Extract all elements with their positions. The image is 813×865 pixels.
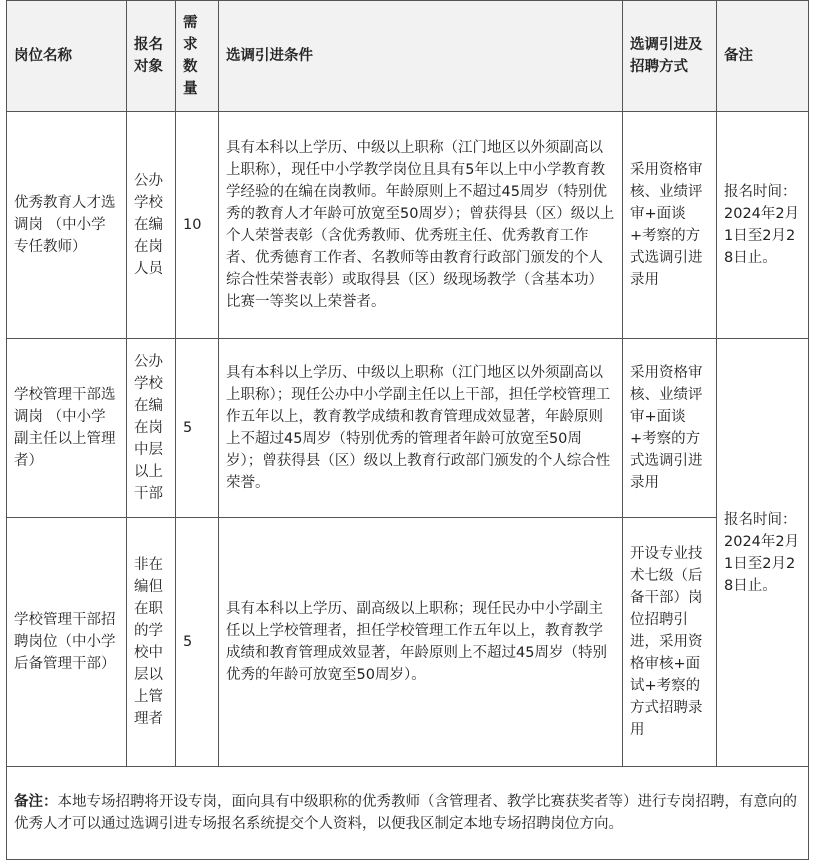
cell-target: 非在编但在职的学校中层以上管理者	[127, 518, 176, 767]
cell-quantity: 5	[176, 339, 219, 518]
header-method: 选调引进及招聘方式	[623, 1, 717, 112]
cell-conditions: 具有本科以上学历、中级以上职称（江门地区以外须副高以上职称）；现任公办中小学副主任以上干部，担任学校管理工作五年以上，教育教学成绩和教育管理成效显著，年龄原则上不超过45周岁（特别优秀的管理者年龄可放宽至50周岁）；曾获得县（区）级以上教育行政部门颁发的个人综合性荣誉。	[219, 339, 623, 518]
recruitment-table-container	[6, 0, 808, 860]
cell-remarks-merged: 报名时间：2024年2月1日至2月28日止。	[717, 339, 809, 767]
cell-target: 公办学校在编在岗中层以上干部	[127, 339, 176, 518]
cell-quantity: 5	[176, 518, 219, 767]
note-cell	[7, 767, 809, 860]
cell-target: 公办学校在编在岗人员	[127, 112, 176, 339]
cell-position: 学校管理干部招聘岗位（中小学后备管理干部）	[7, 518, 127, 767]
cell-position: 学校管理干部选调岗 （中小学副主任以上管理者）	[7, 339, 127, 518]
cell-conditions: 具有本科以上学历、中级以上职称（江门地区以外须副高以上职称），现任中小学教学岗位且具有5年以上中小学教育教学经验的在编在岗教师。年龄原则上不超过45周岁（特别优秀的教育人才年龄可放宽至50周岁）；曾获得县（区）级以上个人荣誉表彰（含优秀教师、优秀班主任、优秀教育工作者、优秀德育工作者、名教师等由教育行政部门颁发的个人综合性荣誉表彰）或取得县（区）级现场教学（含基本功）比赛一等奖以上荣誉者。	[219, 112, 623, 339]
cell-quantity: 10	[176, 112, 219, 339]
header-conditions: 选调引进条件	[219, 1, 623, 112]
header-remarks: 备注	[717, 1, 809, 112]
table-row	[7, 518, 809, 767]
recruitment-table	[6, 0, 809, 860]
table-row	[7, 112, 809, 339]
note-text: 本地专场招聘将开设专岗，面向具有中级职称的优秀教师（含管理者、教学比赛获奖者等）进行专岗招聘，有意向的优秀人才可以通过选调引进专场报名系统提交个人资料，以便我区制定本地专场招聘岗位方向。	[14, 794, 797, 832]
header-target: 报名对象	[127, 1, 176, 112]
note-label: 备注：	[14, 794, 58, 810]
table-row	[7, 339, 809, 518]
cell-remarks: 报名时间：2024年2月1日至2月28日止。	[717, 112, 809, 339]
header-row	[7, 1, 809, 112]
header-quantity: 需求数量	[176, 1, 219, 112]
cell-conditions: 具有本科以上学历、副高级以上职称；现任民办中小学副主任以上学校管理者，担任学校管理工作五年以上，教育教学成绩和教育管理成效显著，年龄原则上不超过45周岁（特别优秀的年龄可放宽至50周岁）。	[219, 518, 623, 767]
cell-method: 采用资格审核、业绩评审+面谈+考察的方式选调引进录用	[623, 339, 717, 518]
cell-position: 优秀教育人才选调岗 （中小学专任教师）	[7, 112, 127, 339]
cell-method: 采用资格审核、业绩评审+面谈+考察的方式选调引进录用	[623, 112, 717, 339]
note-row	[7, 767, 809, 860]
cell-method: 开设专业技术七级（后备干部）岗位招聘引进，采用资格审核+面试+考察的方式招聘录用	[623, 518, 717, 767]
header-position: 岗位名称	[7, 1, 127, 112]
